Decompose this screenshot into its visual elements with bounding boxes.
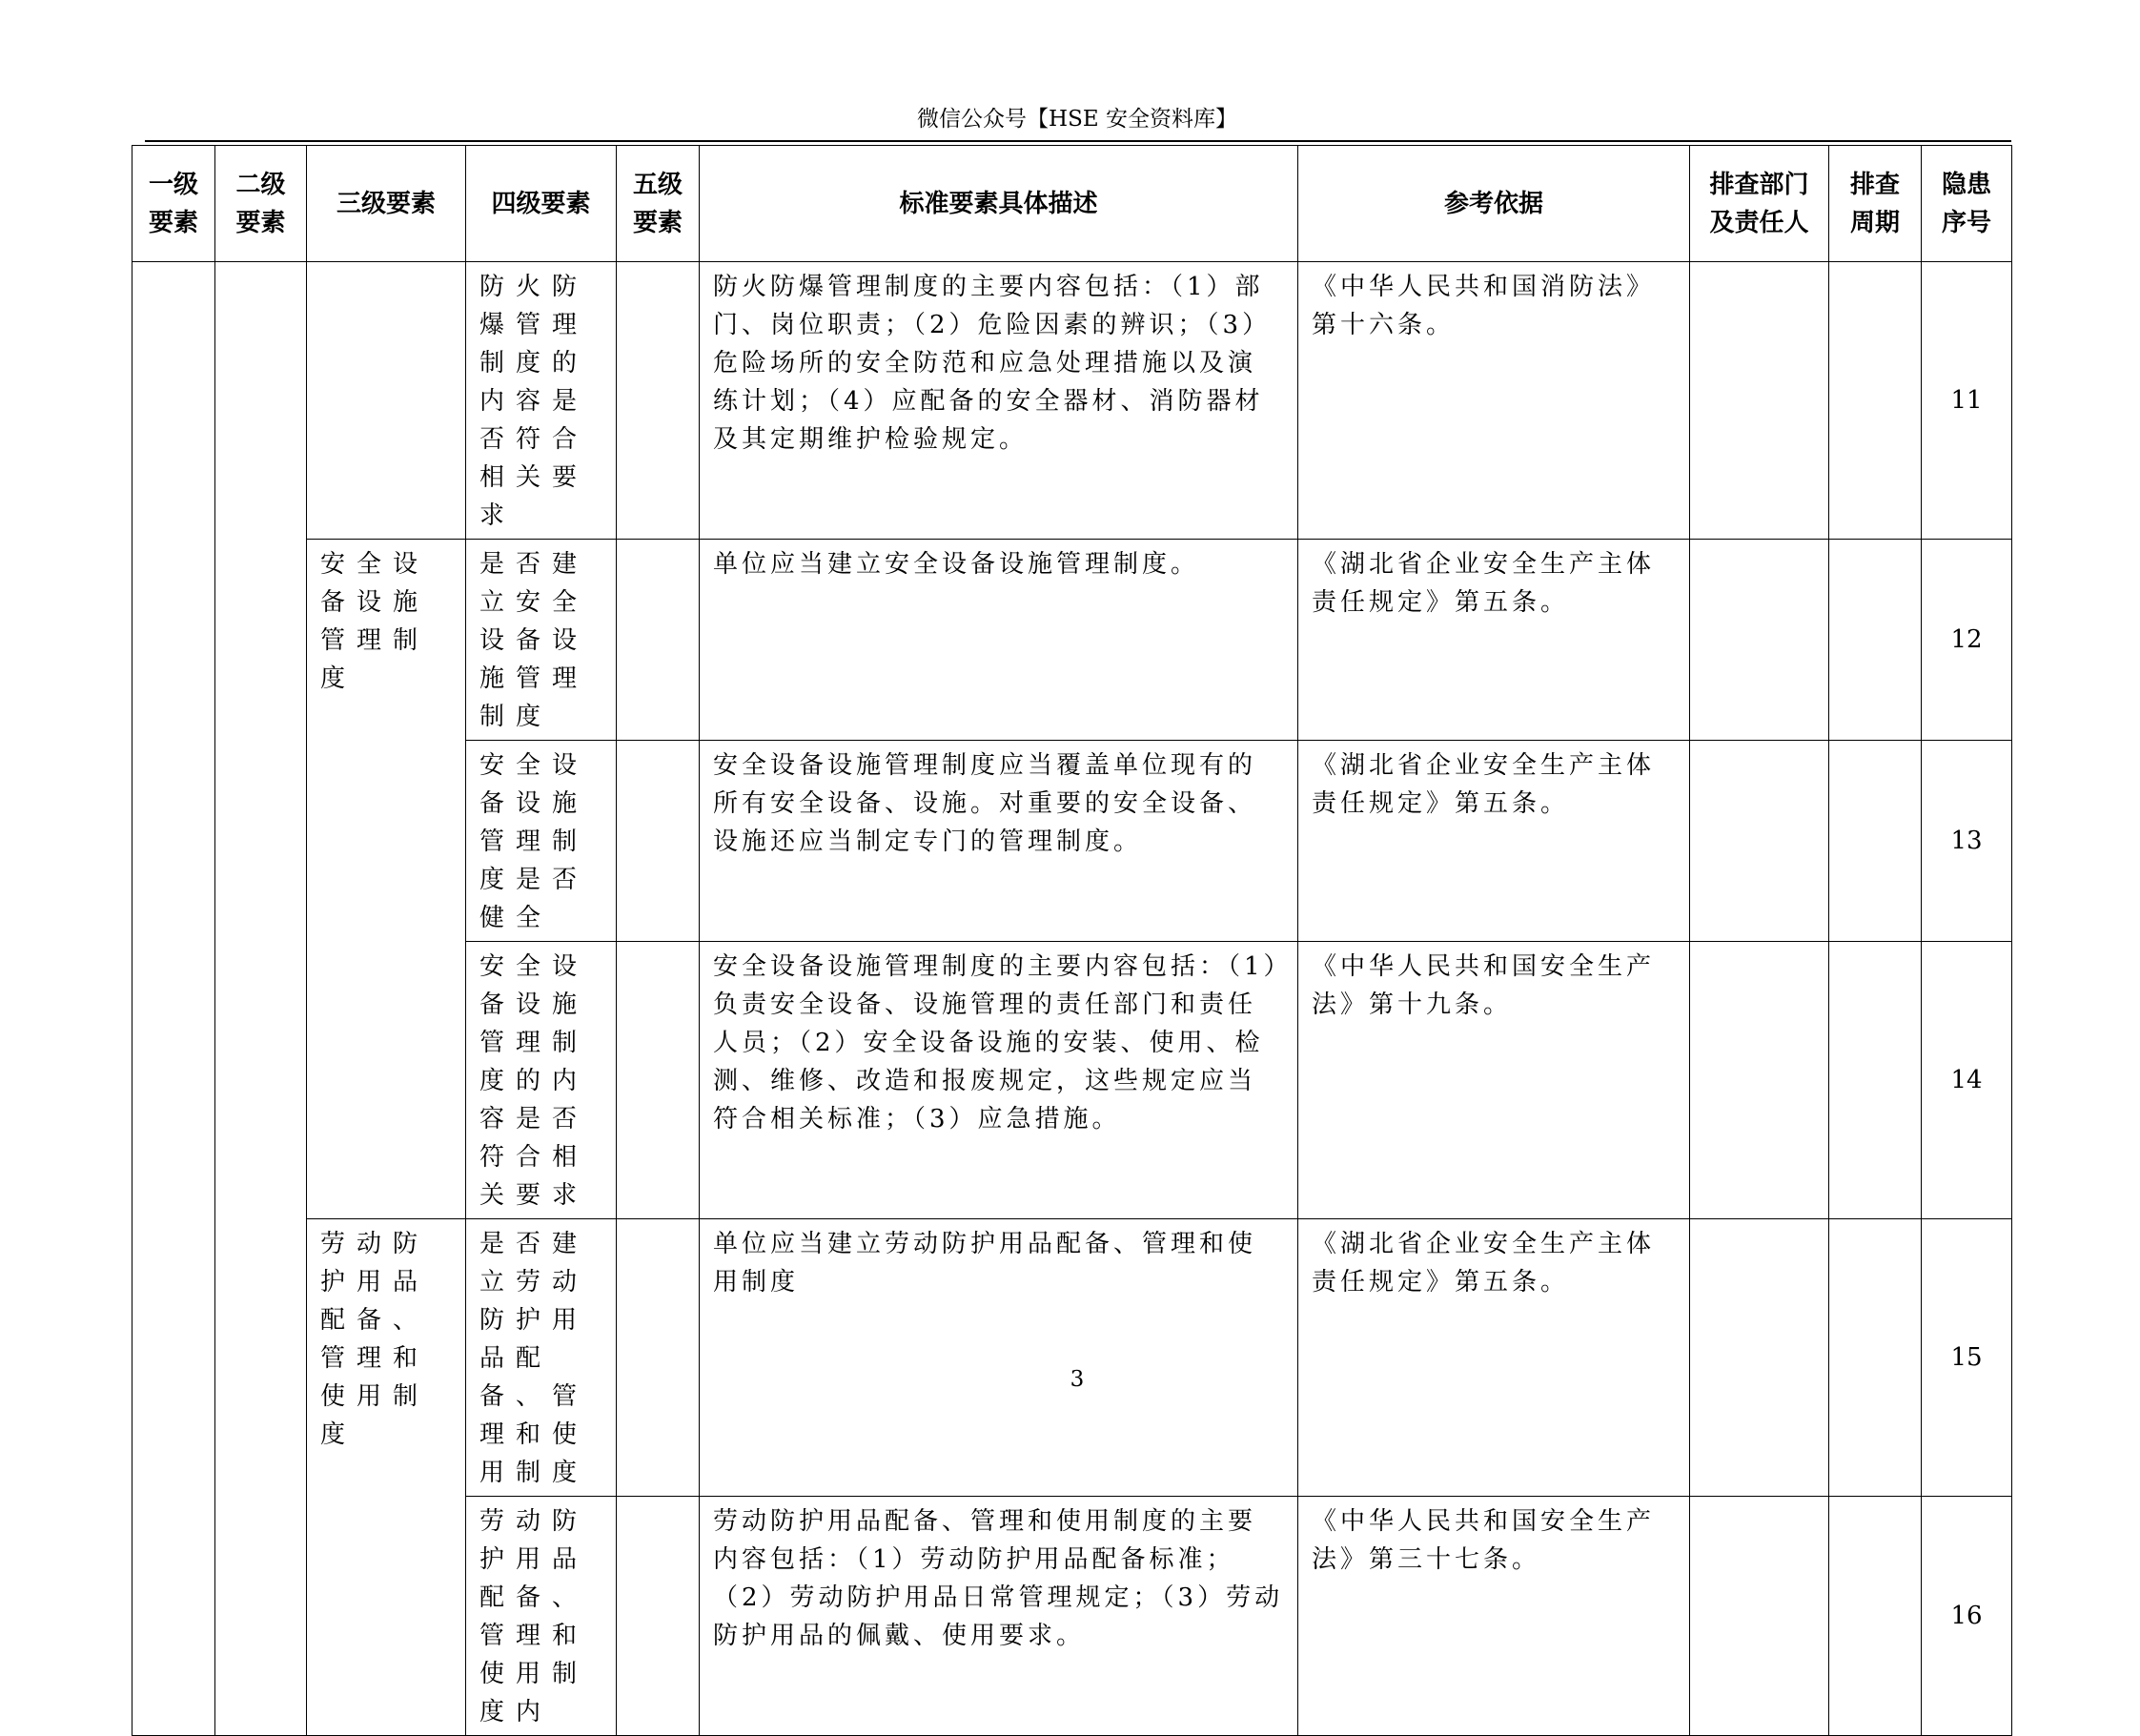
hazard-number: 16 [1922,1497,2012,1736]
basis-cell: 《湖北省企业安全生产主体责任规定》第五条。 [1298,741,1690,942]
dept-cell [1690,942,1829,1219]
basis-cell: 《湖北省企业安全生产主体责任规定》第五条。 [1298,1219,1690,1497]
col-header-cycle: 排查 周期 [1829,146,1922,262]
col-header-level4: 四级要素 [466,146,617,262]
description-cell: 安全设备设施管理制度的主要内容包括：（1）负责安全设备、设施管理的责任部门和责任人员；（2）安全设备设施的安装、使用、检测、维修、改造和报废规定，这些规定应当符合相关标准；（3）应急措施。 [700,942,1298,1219]
dept-cell [1690,741,1829,942]
level5-cell [617,741,700,942]
level1-cell [132,262,215,1736]
hazard-number: 14 [1922,942,2012,1219]
table-header-row [132,146,2012,262]
table-row [132,1219,2012,1497]
level4-cell: 安全设备设施管理制度是否健全 [466,741,617,942]
cycle-cell [1829,540,1922,741]
col-header-level5: 五级 要素 [617,146,700,262]
cycle-cell [1829,1497,1922,1736]
level3-cell: 安全设备设施管理制度 [307,540,466,1219]
hazard-number: 12 [1922,540,2012,741]
level4-cell: 是否建立安全设备设施管理制度 [466,540,617,741]
level3-cell: 劳动防护用品配备、管理和使用制度 [307,1219,466,1736]
cycle-cell [1829,262,1922,540]
level5-cell [617,942,700,1219]
hazard-number: 15 [1922,1219,2012,1497]
level4-cell: 是否建立劳动防护用品配备、管理和使用制度 [466,1219,617,1497]
dept-cell [1690,1219,1829,1497]
dept-cell [1690,540,1829,741]
level4-cell: 防火防爆管理制度的内容是否符合相关要求 [466,262,617,540]
col-header-level1: 一级 要素 [132,146,215,262]
table-row [132,262,2012,540]
col-header-number: 隐患 序号 [1922,146,2012,262]
basis-cell: 《中华人民共和国安全生产法》第三十七条。 [1298,1497,1690,1736]
hazard-number: 13 [1922,741,2012,942]
header-rule [145,140,2011,142]
level5-cell [617,540,700,741]
col-header-level2: 二级 要素 [215,146,307,262]
basis-cell: 《中华人民共和国安全生产法》第十九条。 [1298,942,1690,1219]
description-cell: 单位应当建立劳动防护用品配备、管理和使用制度 [700,1219,1298,1497]
dept-cell [1690,1497,1829,1736]
level4-cell: 劳动防护用品配备、管理和使用制度内 [466,1497,617,1736]
dept-cell [1690,262,1829,540]
level5-cell [617,1219,700,1497]
col-header-description: 标准要素具体描述 [700,146,1298,262]
basis-cell: 《湖北省企业安全生产主体责任规定》第五条。 [1298,540,1690,741]
page-number: 3 [1070,1367,1085,1392]
page-header: 微信公众号【HSE 安全资料库】 [917,107,1237,132]
description-cell: 防火防爆管理制度的主要内容包括：（1）部门、岗位职责；（2）危险因素的辨识；（3）危险场所的安全防范和应急处理措施以及演练计划；（4）应配备的安全器材、消防器材及其定期维护检验规定。 [700,262,1298,540]
level2-cell [215,262,307,1736]
col-header-basis: 参考依据 [1298,146,1690,262]
cycle-cell [1829,942,1922,1219]
level3-cell [307,262,466,540]
basis-cell: 《中华人民共和国消防法》第十六条。 [1298,262,1690,540]
table-row [132,540,2012,741]
hazard-number: 11 [1922,262,2012,540]
level5-cell [617,262,700,540]
description-cell: 单位应当建立安全设备设施管理制度。 [700,540,1298,741]
description-cell: 劳动防护用品配备、管理和使用制度的主要内容包括：（1）劳动防护用品配备标准；（2）劳动防护用品日常管理规定；（3）劳动防护用品的佩戴、使用要求。 [700,1497,1298,1736]
col-header-dept: 排查部门 及责任人 [1690,146,1829,262]
cycle-cell [1829,1219,1922,1497]
description-cell: 安全设备设施管理制度应当覆盖单位现有的所有安全设备、设施。对重要的安全设备、设施还应当制定专门的管理制度。 [700,741,1298,942]
level4-cell: 安全设备设施管理制度的内容是否符合相关要求 [466,942,617,1219]
hazard-inspection-table [132,145,2012,1736]
col-header-level3: 三级要素 [307,146,466,262]
level5-cell [617,1497,700,1736]
cycle-cell [1829,741,1922,942]
